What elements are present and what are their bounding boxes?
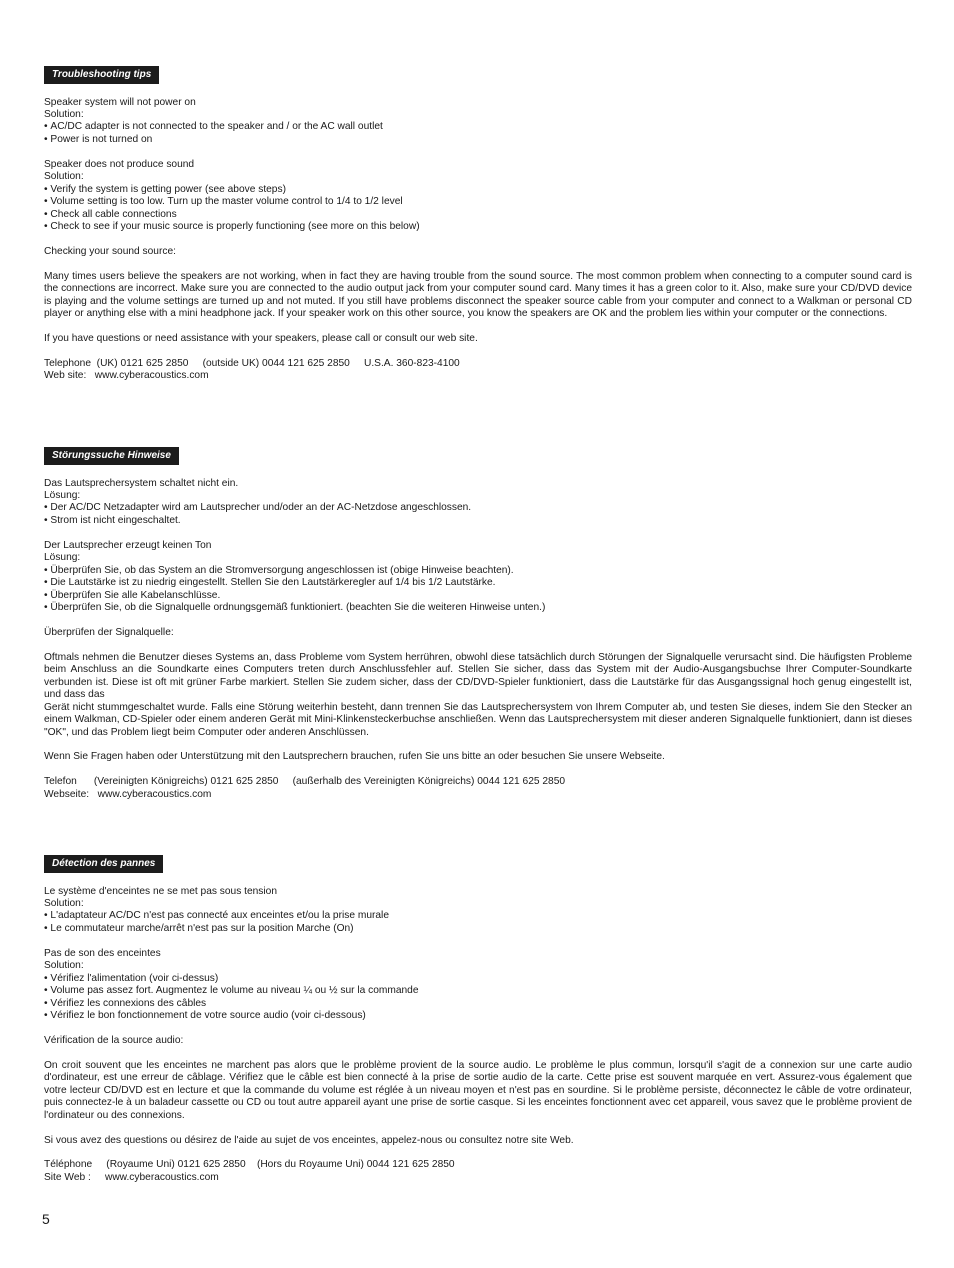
body-paragraph: Many times users believe the speakers are not working, when in fact they are having trouble from the sound source. The most common problem when connecting to a computer sound card is the connections are incorrect. Make sure you are connected to the audio output jack from your computer sound card. Many times it has a green color to it. Also, make sure your CD/DVD device is playing and the volume settings are turned up and not muted. If you still have problems disconnect the speaker source cable from your computer and connect to a Walkman or personal CD player or anything else with a mini headphone jack. If your speaker work on this other source, you know the speakers are OK and the problem lies within your computer or the connections. xyxy=(44,270,912,320)
bullet-item: • Der AC/DC Netzadapter wird am Lautsprecher und/oder an der AC-Netzdose angeschlossen. xyxy=(44,502,912,514)
bullet-item: • Überprüfen Sie alle Kabelanschlüsse. xyxy=(44,590,912,602)
check-source-title: Überprüfen der Signalquelle: xyxy=(44,626,174,638)
section-heading: Störungssuche Hinweise xyxy=(44,447,179,465)
solution-label: Lösung: xyxy=(44,552,81,564)
questions-text: Wenn Sie Fragen haben oder Unterstützung mit den Lautsprechern brauchen, rufen Sie uns bitte an oder besuchen Sie unsere Webseite. xyxy=(44,751,665,763)
questions-text: Si vous avez des questions ou désirez de l'aide au sujet de vos enceintes, appelez-nous ou consultez notre site Web. xyxy=(44,1134,574,1146)
bullet-item: • Le commutateur marche/arrêt n'est pas sur la position Marche (On) xyxy=(44,923,912,935)
problem-title: Speaker system will not power on xyxy=(44,96,196,108)
bullet-item: • Vérifiez le bon fonctionnement de votre source audio (voir ci-dessous) xyxy=(44,1010,912,1022)
body-paragraph: On croit souvent que les enceintes ne marchent pas alors que le problème provient de la source audio. Le problème le plus commun, lorsqu'il s'agit de a connexion sur une carte audio d'ordinateur, est une erreur de câblage. Vérifiez que le câble est bien connecté à la prise de sortie audio de la carte. Cette prise est souvent marquée en vert. Assurez-vous également que votre lecteur CD/DVD est en lecture et que la commande du volume est réglée à un niveau moyen et n'est pas en sourdine. Si le problème persiste, déconnectez le câble de votre ordinateur, puis connectez-le à un baladeur cassette ou CD ou tout autre appareil ayant une prise de sortie casque. Si les enceintes fonctionnent avec cet appareil, vous savez que le problème provient de l'ordinateur ou des connexions. xyxy=(44,1059,912,1121)
problem-title: Der Lautsprecher erzeugt keinen Ton xyxy=(44,539,212,551)
page-number: 5 xyxy=(42,1211,50,1227)
bullet-item: • Volume pas assez fort. Augmentez le volume au niveau ¼ ou ½ sur la commande xyxy=(44,985,912,997)
bullet-item: • Strom ist nicht eingeschaltet. xyxy=(44,515,912,527)
website-line: Webseite: www.cyberacoustics.com xyxy=(44,788,212,800)
section-heading: Détection des pannes xyxy=(44,855,163,873)
problem-title: Das Lautsprechersystem schaltet nicht ein. xyxy=(44,477,239,489)
bullet-item: • Check all cable connections xyxy=(44,209,912,221)
section-heading: Troubleshooting tips xyxy=(44,66,159,84)
body-paragraph: Oftmals nehmen die Benutzer dieses Systems an, dass Probleme vom System herrühren, obwohl diese tatsächlich durch Störungen der Signalquelle verursacht sind. Die häufigsten Probleme beim Anschluss an die Soundkarte eines Computers treten durch Anschlussfehler auf. Stellen Sie sicher, dass das System mit der Audio-Ausgangsbuchse Ihrer Computer-Soundkarte verbunden ist. Diese ist oft mit grüner Farbe markiert. Stellen Sie zudem sicher, dass der CD/DVD-Spieler funktioniert, dass die Lautstärke für das Ausgangssignal hoch genug eingestellt ist, und dass das xyxy=(44,651,912,701)
bullet-item: • Überprüfen Sie, ob das System an die Stromversorgung angeschlossen ist (obige Hinweise beachten). xyxy=(44,565,912,577)
bullet-item: • Verify the system is getting power (see above steps) xyxy=(44,184,912,196)
bullet-item: • Die Lautstärke ist zu niedrig eingestellt. Stellen Sie den Lautstärkeregler auf 1/4 bis 1/2 Lautstärke. xyxy=(44,577,912,589)
bullet-item: • Vérifiez les connexions des câbles xyxy=(44,998,912,1010)
problem-title: Pas de son des enceintes xyxy=(44,947,161,959)
section-french xyxy=(44,855,912,1184)
solution-label: Lösung: xyxy=(44,489,81,501)
check-source-title: Checking your sound source: xyxy=(44,245,176,257)
questions-text: If you have questions or need assistance with your speakers, please call or consult our web site. xyxy=(44,333,478,345)
bullet-item: • Volume setting is too low. Turn up the master volume control to 1/4 to 1/2 level xyxy=(44,196,912,208)
solution-label: Solution: xyxy=(44,960,84,972)
check-source-title: Vérification de la source audio: xyxy=(44,1034,184,1046)
section-german xyxy=(44,447,912,801)
bullet-item: • Überprüfen Sie, ob die Signalquelle ordnungsgemäß funktioniert. (beachten Sie die weiteren Hinweise unten.) xyxy=(44,602,912,614)
bullet-item: • Power is not turned on xyxy=(44,134,912,146)
telephone-line: Telephone (UK) 0121 625 2850 (outside UK) 0044 121 625 2850 U.S.A. 360-823-4100 xyxy=(44,357,460,369)
bullet-item: • Vérifiez l'alimentation (voir ci-dessus) xyxy=(44,973,912,985)
telephone-line: Telefon (Vereinigten Königreichs) 0121 625 2850 (außerhalb des Vereinigten Königreichs) 0044 121 625 2850 xyxy=(44,776,566,788)
solution-label: Solution: xyxy=(44,108,84,120)
solution-label: Solution: xyxy=(44,897,84,909)
solution-label: Solution: xyxy=(44,171,84,183)
website-line: Web site: www.cyberacoustics.com xyxy=(44,370,209,382)
section-english xyxy=(44,66,912,383)
problem-title: Speaker does not produce sound xyxy=(44,158,195,170)
body-paragraph-continued: Gerät nicht stummgeschaltet wurde. Falls eine Störung weiterhin besteht, dann trennen Sie das Lautsprechersystem von Ihrem Computer ab, und testen Sie dieses, indem Sie den Stecker an einem Walkman, CD-Spieler oder einem anderen Gerät mit Mini-Klinkensteckerbuchse anschließen. Wenn das Lautsprechersystem mit dieser anderen Signalquelle funktioniert, dann ist dieses "OK", und das Problem liegt beim Computer oder anderen Anschlüssen. xyxy=(44,701,912,738)
bullet-item: • Check to see if your music source is properly functioning (see more on this below) xyxy=(44,221,912,233)
website-line: Site Web : www.cyberacoustics.com xyxy=(44,1171,219,1183)
problem-title: Le système d'enceintes ne se met pas sous tension xyxy=(44,885,277,897)
bullet-item: • AC/DC adapter is not connected to the speaker and / or the AC wall outlet xyxy=(44,121,912,133)
bullet-item: • L'adaptateur AC/DC n'est pas connecté aux enceintes et/ou la prise murale xyxy=(44,910,912,922)
telephone-line: Téléphone (Royaume Uni) 0121 625 2850 (Hors du Royaume Uni) 0044 121 625 2850 xyxy=(44,1159,455,1171)
